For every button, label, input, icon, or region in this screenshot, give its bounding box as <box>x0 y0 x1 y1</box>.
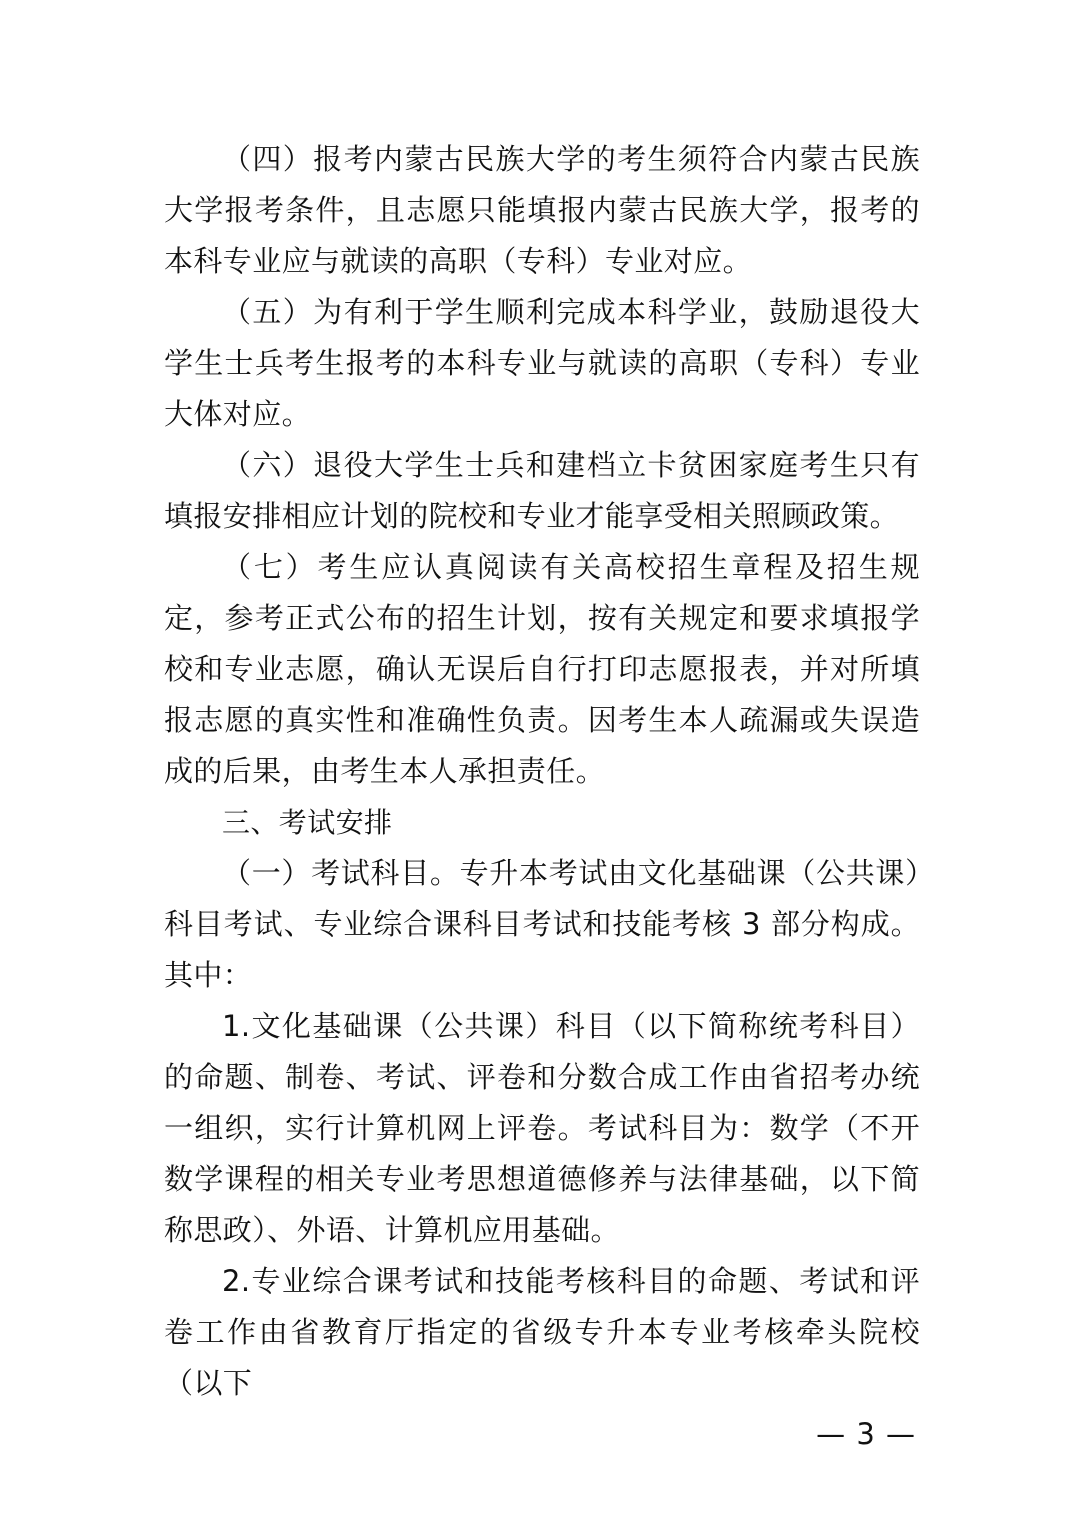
section-heading-exam-arrangement: 三、考试安排 <box>222 806 393 839</box>
page-number: — 3 — <box>816 1417 916 1451</box>
paragraph-professional-exam: 2.专业综合课考试和技能考核科目的命题、考试和评卷工作由省教育厅指定的省级专升本专业考核牵头院校（以下 <box>164 1264 920 1400</box>
paragraph-item-5: （五）为有利于学生顺利完成本科学业，鼓励退役大学生士兵考生报考的本科专业与就读的高职（专科）专业大体对应。 <box>164 295 920 431</box>
paragraph-exam-subjects: （一）考试科目。专升本考试由文化基础课（公共课）科目考试、专业综合课科目考试和技能考核 3 部分构成。其中： <box>164 856 920 992</box>
paragraph-unified-exam: 1.文化基础课（公共课）科目（以下简称统考科目）的命题、制卷、考试、评卷和分数合成工作由省招考办统一组织，实行计算机网上评卷。考试科目为：数学（不开数学课程的相关专业考思想道德修养与法律基础，以下简称思政）、外语、计算机应用基础。 <box>164 1009 920 1247</box>
paragraph-item-6: （六）退役大学生士兵和建档立卡贫困家庭考生只有填报安排相应计划的院校和专业才能享受相关照顾政策。 <box>164 448 920 533</box>
document-body <box>164 134 920 1409</box>
paragraph-item-7: （七）考生应认真阅读有关高校招生章程及招生规定，参考正式公布的招生计划，按有关规定和要求填报学校和专业志愿，确认无误后自行打印志愿报表，并对所填报志愿的真实性和准确性负责。因考生本人疏漏或失误造成的后果，由考生本人承担责任。 <box>164 550 920 788</box>
paragraph-item-4: （四）报考内蒙古民族大学的考生须符合内蒙古民族大学报考条件，且志愿只能填报内蒙古民族大学，报考的本科专业应与就读的高职（专科）专业对应。 <box>164 142 920 278</box>
